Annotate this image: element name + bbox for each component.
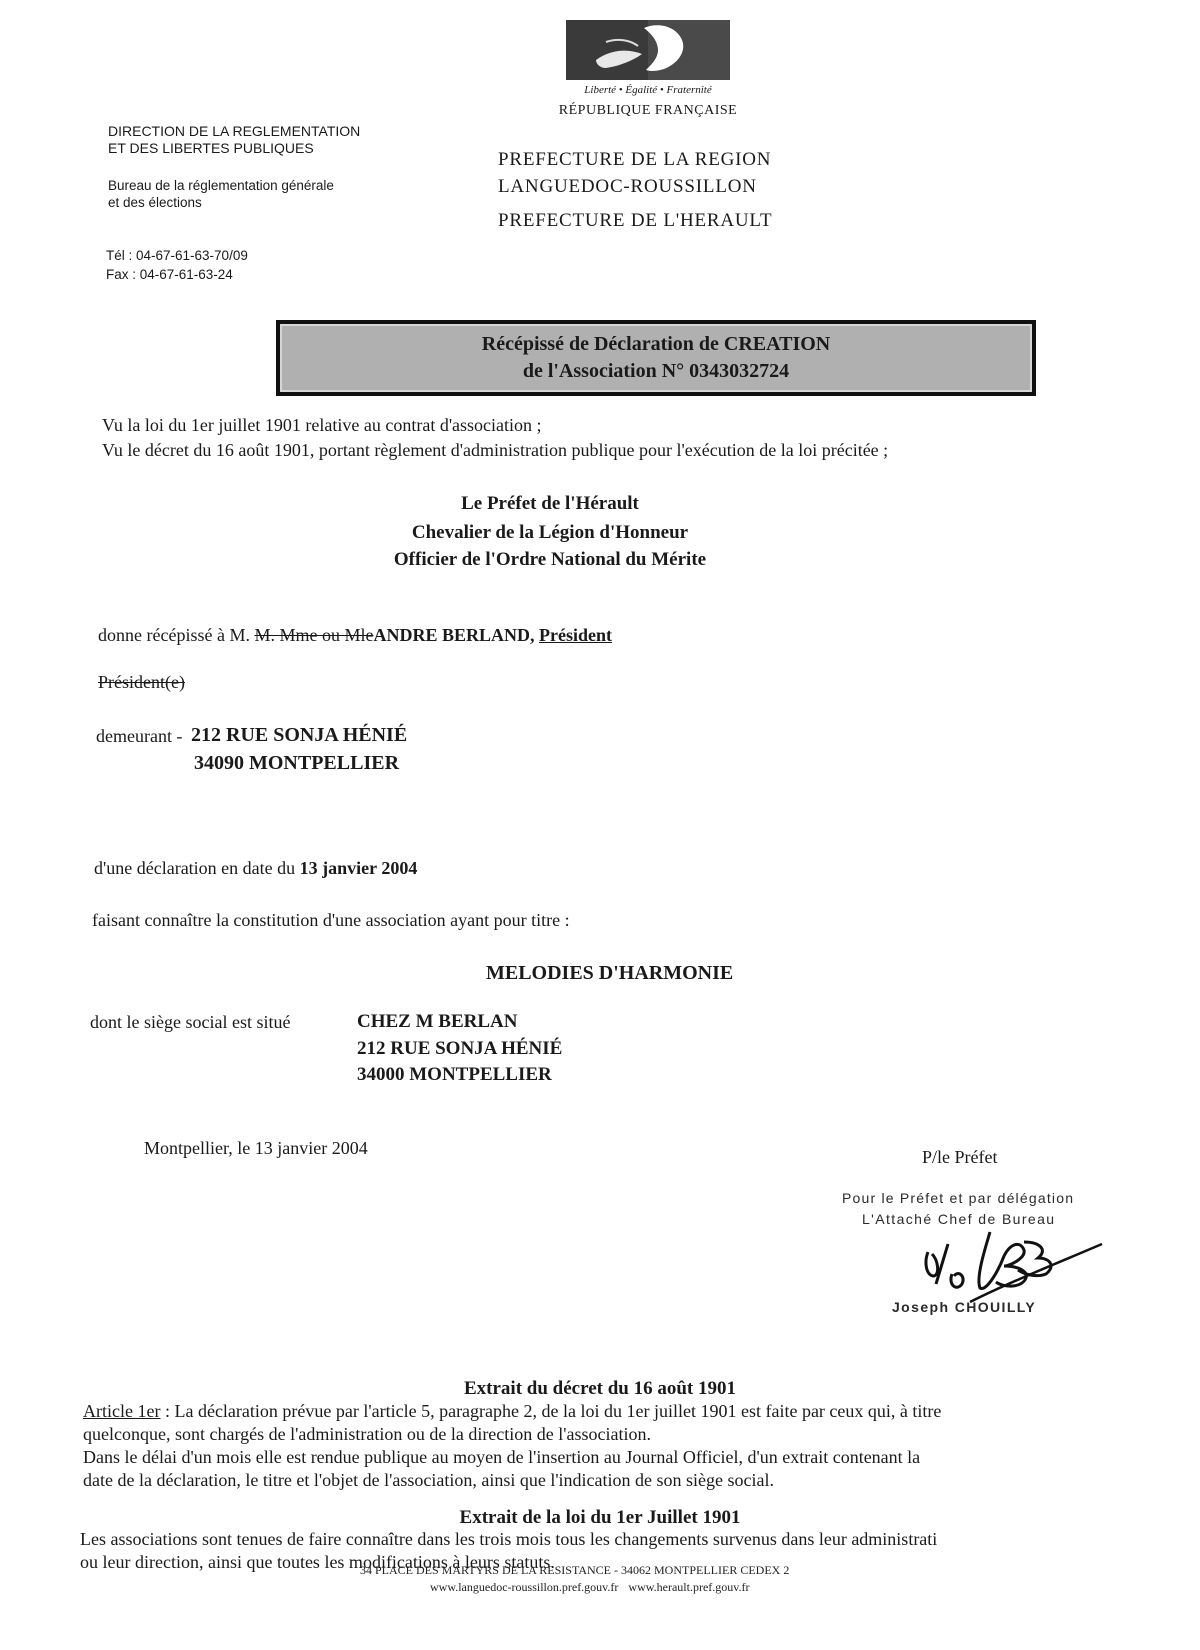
recipient-role: Président [538, 625, 612, 645]
bureau-line-2: et des élections [108, 195, 202, 210]
for-prefect: P/le Préfet [922, 1147, 998, 1167]
marianne-logo [566, 20, 730, 80]
prefecture-region: PREFECTURE DE LA REGION [498, 149, 772, 170]
struck-role: Président(e) [98, 672, 185, 692]
title-banner [276, 320, 1036, 396]
prefet-honour: Chevalier de la Légion d'Honneur [411, 522, 689, 543]
decree-extract-line-4: date de la déclaration, le titre et l'objet de l'association, ainsi que l'indication de son siège social. [83, 1470, 775, 1490]
decree-extract-line-1: Article 1er : La déclaration prévue par l'article 5, paragraphe 2, de la loi du 1er juillet 1901 est faite par ceux qui, à titre [83, 1401, 942, 1421]
place-date: Montpellier, le 13 janvier 2004 [144, 1138, 368, 1158]
direction-line-1: DIRECTION DE LA REGLEMENTATION [108, 123, 361, 139]
phone-number: Tél : 04-67-61-63-70/09 [106, 248, 248, 263]
decree-extract-title: Extrait du décret du 16 août 1901 [464, 1378, 736, 1399]
siege-label: dont le siège social est situé [90, 1012, 291, 1032]
residence-city: 34090 MONTPELLIER [194, 752, 400, 774]
stamp-line-1: Pour le Préfet et par délégation [842, 1190, 1075, 1206]
law-extract-line-1: Les associations sont tenues de faire connaître dans les trois mois tous les changements survenus dans leur administrati [80, 1529, 938, 1549]
association-name: MELODIES D'HARMONIE [486, 962, 734, 984]
visa-decree: Vu le décret du 16 août 1901, portant règlement d'administration publique pour l'exécution de la loi précitée ; [102, 440, 889, 460]
republic-name: RÉPUBLIQUE FRANÇAISE [558, 103, 738, 118]
recipient-name: ANDRE BERLAND, [373, 625, 535, 645]
prefecture-herault: PREFECTURE DE L'HERAULT [498, 210, 773, 231]
recipient-struck-civility: M. Mme ou Mle [254, 625, 374, 645]
footer-link-region[interactable]: www.languedoc-roussillon.pref.gouv.fr [430, 1580, 619, 1594]
residence-street: 212 RUE SONJA HÉNIÉ [191, 724, 408, 746]
footer-link-herault[interactable]: www.herault.pref.gouv.fr [628, 1580, 750, 1594]
prefet-merit: Officier de l'Ordre National du Mérite [393, 549, 707, 570]
law-extract-title: Extrait de la loi du 1er Juillet 1901 [459, 1507, 741, 1528]
bureau-line-1: Bureau de la réglementation générale [108, 178, 334, 193]
footer-address: 34 PLACE DES MARTYRS DE LA RESISTANCE - 34062 MONTPELLIER CEDEX 2 [360, 1563, 790, 1577]
stamp-signatory-name: Joseph CHOUILLY [892, 1299, 1037, 1315]
title-line-1: Récépissé de Déclaration de CREATION [481, 333, 831, 355]
decree-extract-line-2: quelconque, sont chargés de l'administration ou de la direction de l'association. [83, 1424, 652, 1444]
direction-line-2: ET DES LIBERTES PUBLIQUES [108, 140, 314, 156]
recipient-line [98, 625, 612, 646]
decree-extract-line-3: Dans le délai d'un mois elle est rendue publique au moyen de l'insertion au Journal Officiel, d'un extrait contenant la [83, 1447, 921, 1467]
siege-line-1: CHEZ M BERLAN [357, 1011, 518, 1032]
fax-number: Fax : 04-67-61-63-24 [106, 267, 233, 282]
constitution-text: faisant connaître la constitution d'une association ayant pour titre : [92, 910, 570, 930]
declaration-date: 13 janvier 2004 [299, 858, 418, 878]
declaration-prefix: d'une déclaration en date du [94, 858, 296, 878]
stamp-line-2: L'Attaché Chef de Bureau [862, 1211, 1056, 1227]
decree-extract-text [83, 1400, 1123, 1492]
title-line-2: de l'Association N° 0343032724 [522, 360, 790, 382]
article-label: Article 1er [83, 1401, 161, 1421]
visa-law: Vu la loi du 1er juillet 1901 relative au contrat d'association ; [102, 415, 542, 435]
residence-label: demeurant - [96, 726, 183, 746]
declaration-date-line [94, 858, 417, 879]
siege-line-2: 212 RUE SONJA HÉNIÉ [357, 1038, 563, 1059]
law-extract-line-2: ou leur direction, ainsi que toutes les modifications à leurs statuts. [80, 1552, 555, 1572]
republic-motto: Liberté • Égalité • Fraternité [584, 84, 712, 96]
prefecture-region-name: LANGUEDOC-ROUSSILLON [498, 176, 757, 197]
prefet-title: Le Préfet de l'Hérault [461, 493, 639, 514]
footer-websites [430, 1580, 749, 1595]
siege-line-3: 34000 MONTPELLIER [357, 1064, 552, 1085]
recipient-prefix: donne récépissé à M. [98, 625, 250, 645]
